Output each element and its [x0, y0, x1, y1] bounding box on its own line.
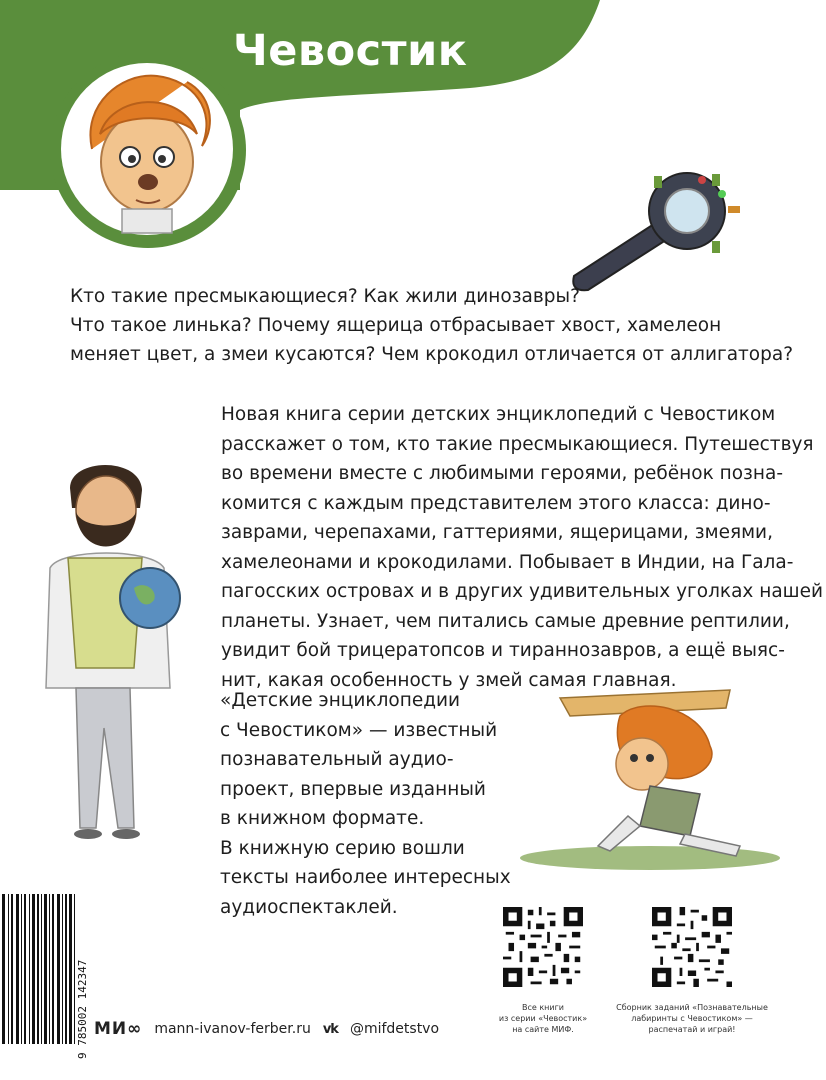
publisher-footer	[94, 1017, 439, 1041]
qr-caption-labyrinths	[612, 1002, 772, 1035]
description-line: заврами, черепахами, гаттериями, ящерицами, змеями,	[221, 522, 773, 543]
book-title: Чевостик	[233, 26, 468, 76]
description-line: расскажет о том, кто такие пресмыкающиеся. Путешествуя	[221, 433, 814, 455]
series-line: аудиоспектаклей.	[220, 896, 398, 918]
publisher-logo: МИ∞	[94, 1019, 143, 1039]
description-line: пагосских островах и в других удивительных уголках нашей	[221, 581, 823, 602]
magnifier-gadget	[562, 166, 752, 296]
intro-line: Что такое линька? Почему ящерица отбрасывает хвост, хамелеон	[70, 315, 722, 336]
qr-code-series[interactable]	[503, 907, 583, 987]
series-line: с Чевостиком» — известный	[220, 719, 498, 741]
bearded-man-illustration	[30, 448, 200, 848]
description-line: нит, какая особенность у змей самая главная.	[221, 669, 677, 691]
vk-icon: vk	[322, 1021, 338, 1037]
series-line: «Детские энциклопедии	[220, 690, 461, 711]
social-handle-link[interactable]: @mifdetstvo	[349, 1021, 440, 1037]
publisher-website-link[interactable]: mann-ivanov-ferber.ru	[154, 1021, 311, 1037]
chevostik-portrait	[52, 54, 242, 244]
qr-caption-line: Все книги	[521, 1003, 564, 1012]
intro-questions	[70, 282, 794, 369]
book-description	[221, 400, 823, 695]
description-line: увидит бой трицератопсов и тираннозавров, а ещё выяс-	[221, 640, 785, 661]
series-note	[220, 686, 510, 922]
qr-caption-line: из серии «Чевостик»	[498, 1014, 588, 1023]
description-line: Новая книга серии детских энциклопедий с Чевостиком	[221, 404, 776, 425]
barcode-number: 9 785002 142347	[76, 959, 89, 1059]
qr-caption-series	[472, 1002, 614, 1035]
series-line: тексты наиболее интересных	[220, 867, 511, 888]
series-line: проект, впервые изданный	[220, 778, 486, 800]
description-line: хамелеонами и крокодилами. Побывает в Индии, на Гала-	[221, 551, 794, 573]
series-line: познавательный аудио-	[220, 749, 454, 770]
qr-caption-line: Сборник заданий «Познавательные	[616, 1003, 768, 1012]
description-line: планеты. Узнает, чем питались самые древние рептилии,	[221, 610, 790, 632]
isbn-barcode	[0, 894, 90, 1064]
series-line: в книжном формате.	[220, 808, 425, 829]
series-line: В книжную серию вошли	[220, 837, 465, 859]
intro-line: меняет цвет, а змеи кусаются? Чем крокодил отличается от аллигатора?	[70, 344, 794, 365]
qr-caption-line: распечатай и играй!	[648, 1025, 736, 1034]
qr-code-labyrinths[interactable]	[652, 907, 732, 987]
running-chevostik-illustration	[500, 686, 800, 876]
description-line: во времени вместе с любимыми героями, ребёнок позна-	[221, 463, 784, 484]
description-line: комится с каждым представителем этого класса: дино-	[221, 492, 771, 514]
intro-line: Кто такие пресмыкающиеся? Как жили динозавры?	[70, 286, 580, 307]
qr-caption-line: на сайте МИФ.	[512, 1025, 574, 1034]
qr-caption-line: лабиринты с Чевостиком» —	[631, 1014, 753, 1023]
